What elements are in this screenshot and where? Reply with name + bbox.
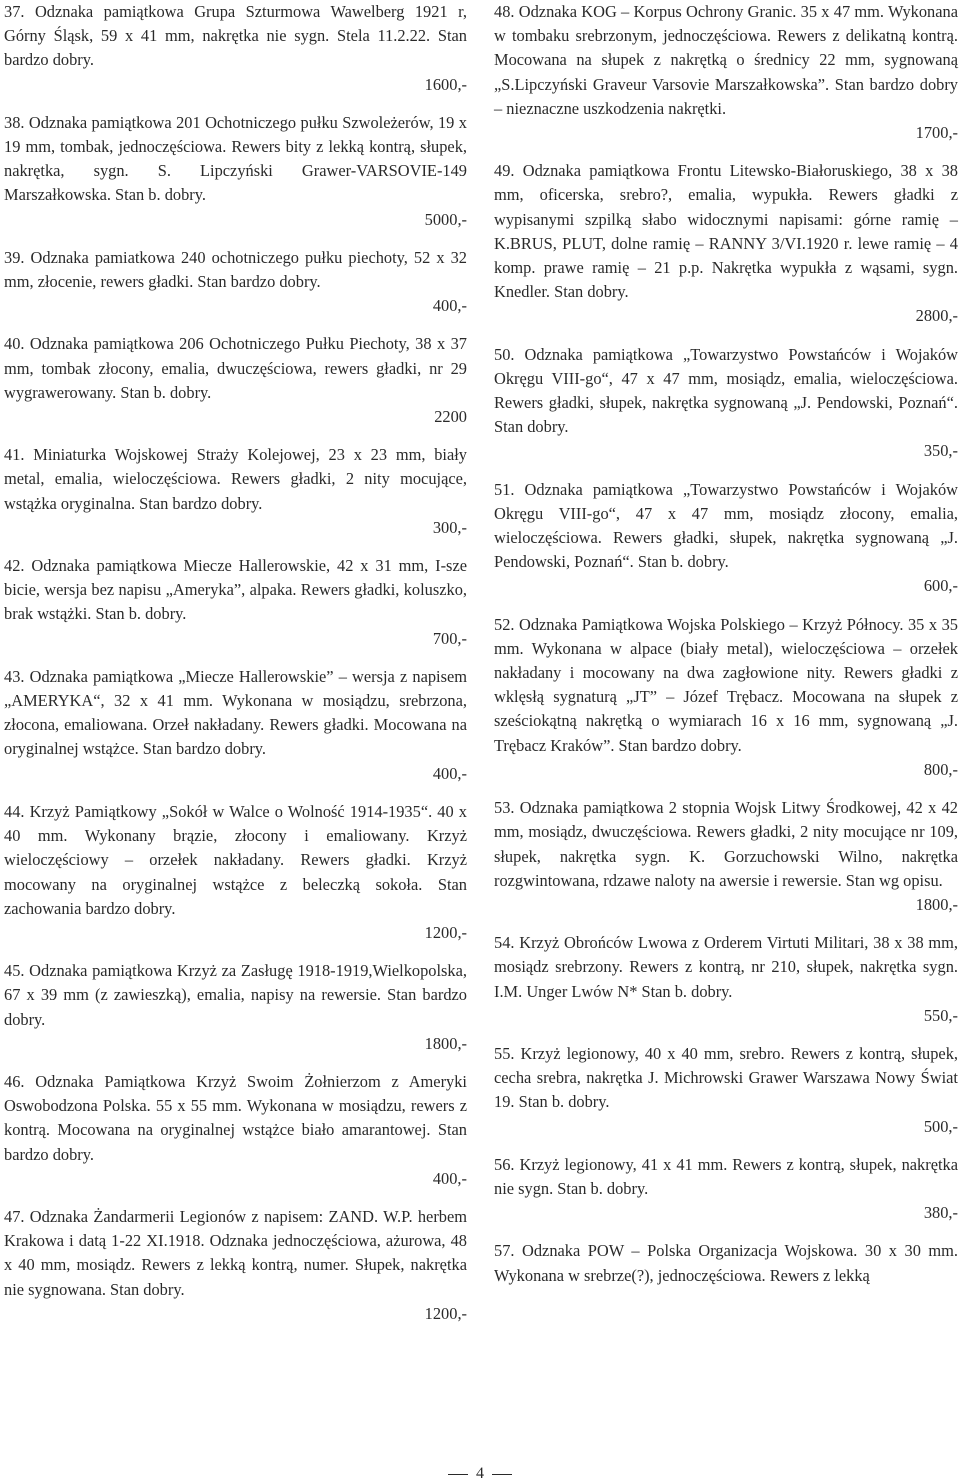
entry-description: 56. Krzyż legionowy, 41 x 41 mm. Rewers z kontrą, słupek, nakrętka nie sygn. Stan b. dobry. [494, 1154, 958, 1198]
catalog-entry [4, 1070, 467, 1191]
catalog-entry [494, 343, 958, 464]
entry-price: 1800,- [915, 894, 958, 914]
entry-description: 48. Odznaka KOG – Korpus Ochrony Granic. 35 x 47 mm. Wykonana w tombaku srebrzonym, jednoczęściowa. Rewers z delikatną kontrą. Mocowana na słupek z nakrętką o średnicy 22 mm, sygnowaną „S.Lipczyński Graveur Varsovie Marszałkowska”. Stan bardzo dobry – nieznaczne uszkodzenia nakrętki. [494, 2, 958, 118]
catalog-entry [494, 0, 958, 145]
catalog-entry [4, 959, 467, 1056]
entry-price: 800,- [923, 759, 958, 779]
entry-description: 50. Odznaka pamiątkowa „Towarzystwo Powstańców i Wojaków Okręgu VIII-go“, 47 x 47 mm, mosiądz, emalia, wieloczęściowa. Rewers gładki, słupek, nakrętka sygnowaną „J. Pendowski, Poznań“. Stan dobry. [494, 344, 958, 437]
catalog-entry [494, 1239, 958, 1287]
entry-price: 350,- [923, 441, 958, 461]
entry-description: 42. Odznaka pamiątkowa Miecze Hallerowskie, 42 x 31 mm, I-sze bicie, wersja bez napisu „Ameryka”, alpaka. Rewers gładki, koluszko, brak wstążki. Stan b. dobry. [4, 556, 467, 624]
entry-price: 1800,- [424, 1033, 467, 1053]
right-column [494, 0, 958, 1302]
catalog-entry [4, 111, 467, 232]
catalog-entry [494, 1042, 958, 1139]
catalog-entry [4, 0, 467, 97]
entry-description: 37. Odznaka pamiątkowa Grupa Szturmowa Wawelberg 1921 r, Górny Śląsk, 59 x 41 mm, nakrętka nie sygn. Stela 11.2.22. Stan bardzo dobry. [4, 2, 467, 70]
catalog-entry [494, 613, 958, 782]
catalog-entry [4, 332, 467, 429]
entry-price: 1700,- [915, 123, 958, 143]
entry-price: 400,- [432, 763, 467, 783]
page-number: 4 [476, 1465, 484, 1482]
entry-description: 53. Odznaka pamiątkowa 2 stopnia Wojsk Litwy Środkowej, 42 x 42 mm, mosiądz, dwuczęściowa. Rewers gładki, 2 nity mocujące nr 109, słupek, nakrętka sygn. K. Gorzuchowski Wilno, nakrętka rozgwintowana, rdzawe naloty na awersie i rewersie. Stan wg opisu. [494, 798, 958, 890]
entry-description: 41. Miniaturka Wojskowej Straży Kolejowej, 23 x 23 mm, biały metal, emalia, wieloczęściowa. Rewers gładki, 2 nity mocujące, wstążka oryginalna. Stan bardzo dobry. [4, 445, 467, 513]
entry-description: 49. Odznaka pamiątkowa Frontu Litewsko-Białoruskiego, 38 x 38 mm, oficerska, srebro?, emalia, wypukła. Rewers gładki z wypisanymi szpilką słabo widocznymi napisami: górne ramię – K.BRUS, PLUT, dolne ramię – RANNY 3/VI.1920 r. lewe ramię – 4 komp. prawe ramię – 21 p.p. Nakrętka wypukła z wąsami, sygn. Knedler. Stan dobry. [494, 161, 958, 302]
entry-description: 40. Odznaka pamiątkowa 206 Ochotniczego Pułku Piechoty, 38 x 37 mm, tombak złocony, emalia, dwuczęściowa, rewers gładki, nr 29 wygrawerowany. Stan b. dobry. [4, 334, 467, 402]
entry-description: 52. Odznaka Pamiątkowa Wojska Polskiego – Krzyż Północy. 35 x 35 mm. Wykonana w alpace (biały metal), wieloczęściowa – orzełek nakładany i mocowany na dwa zagłowione nity. Rewers gładki z wklęsłą sygnaturą „JT” – Józef Trębacz. Mocowana na słupek z sześciokątną nakrętką o wymiarach 16 x 16 mm, sygnowaną „J. Trębacz Kraków”. Stan bardzo dobry. [494, 614, 958, 755]
page-footer [0, 1466, 960, 1482]
entry-description: 44. Krzyż Pamiątkowy „Sokół w Walce o Wolność 1914-1935“. 40 x 40 mm. Wykonany brązie, złocony i emaliowany. Krzyż wieloczęściowy – orzełek nakładany. Rewers gładki. Krzyż mocowany na oryginalnej wstążce z beleczką sokoła. Stan zachowania bardzo dobry. [4, 801, 467, 918]
entry-price: 400,- [432, 1168, 467, 1188]
catalog-entry [4, 800, 467, 945]
catalog-entry [4, 554, 467, 651]
catalog-entry [494, 796, 958, 917]
entry-price: 5000,- [424, 209, 467, 229]
entry-price: 400,- [432, 296, 467, 316]
entry-description: 51. Odznaka pamiątkowa „Towarzystwo Powstańców i Wojaków Okręgu VIII-go“, 47 x 47 mm, mosiądz złocony, emalia, wieloczęściowa. Rewers gładki, słupek, nakrętka sygnowaną „J. Pendowski, Poznań“. Stan b. dobry. [494, 479, 958, 572]
entry-price: 1600,- [424, 74, 467, 94]
entry-description: 57. Odznaka POW – Polska Organizacja Wojskowa. 30 x 30 mm. Wykonana w srebrze(?), jednoczęściowa. Rewers z lekką [494, 1241, 958, 1285]
entry-price: 600,- [923, 576, 958, 596]
entry-price: 300,- [432, 517, 467, 537]
entry-price: 700,- [432, 628, 467, 648]
entry-description: 38. Odznaka pamiątkowa 201 Ochotniczego pułku Szwoleżerów, 19 x 19 mm, tombak, jednoczęściowa. Rewers bity z lekką kontrą, słupek, nakrętka, sygn. S. Lipczyński Grawer-VARSOVIE-149 Marszałkowska. Stan b. dobry. [4, 112, 467, 205]
entry-price: 550,- [923, 1005, 958, 1025]
entry-price: 380,- [923, 1203, 958, 1223]
entry-description: 45. Odznaka pamiątkowa Krzyż za Zasługę 1918-1919,Wielkopolska, 67 x 39 mm (z zawieszką), emalia, napisy na rewersie. Stan bardzo dobry. [4, 961, 467, 1029]
footer-dash-right [492, 1474, 512, 1475]
entry-price: 500,- [923, 1116, 958, 1136]
left-column [4, 0, 467, 1340]
entry-description: 43. Odznaka pamiątkowa „Miecze Hallerowskie” – wersja z napisem „AMERYKA“, 32 x 41 mm. Wykonana w mosiądzu, srebrzona, złocona, emaliowana. Orzeł nakładany. Rewers gładki. Mocowana na oryginalnej wstążce. Stan bardzo dobry. [4, 666, 467, 759]
entry-price: 2800,- [915, 306, 958, 326]
entry-price: 1200,- [424, 922, 467, 942]
entry-description: 46. Odznaka Pamiątkowa Krzyż Swoim Żołnierzom z Ameryki Oswobodzona Polska. 55 x 55 mm. Wykonana w mosiądzu, rewers z kontrą. Mocowana na oryginalnej wstążce biało amarantowej. Stan bardzo dobry. [4, 1071, 467, 1164]
catalog-entry [494, 159, 958, 328]
catalog-entry [494, 931, 958, 1028]
catalog-entry [4, 246, 467, 319]
footer-dash-left [448, 1474, 468, 1475]
entry-description: 47. Odznaka Żandarmerii Legionów z napisem: ZAND. W.P. herbem Krakowa i datą 1-22 XI.1918. Odznaka jednoczęściowa, ażurowa, 48 x 40 mm, mosiądz. Rewers z lekką kontrą, numer. Słupek, nakrętka nie sygnowana. Stan dobry. [4, 1206, 467, 1299]
entry-description: 39. Odznaka pamiatkowa 240 ochotniczego pułku piechoty, 52 x 32 mm, złocenie, rewers gładki. Stan bardzo dobry. [4, 247, 467, 292]
entry-price: 2200 [434, 407, 467, 427]
entry-description: 54. Krzyż Obrońców Lwowa z Orderem Virtuti Militari, 38 x 38 mm, mosiądz srebrzony. Rewers z kontrą, nr 210, słupek, nakrętka sygn. I.M. Unger Lwów N* Stan b. dobry. [494, 933, 958, 1001]
entry-price: 1200,- [424, 1303, 467, 1323]
catalog-entry [4, 1205, 467, 1326]
catalog-entry [494, 1153, 958, 1226]
catalog-entry [494, 478, 958, 599]
catalog-entry [4, 665, 467, 786]
entry-description: 55. Krzyż legionowy, 40 x 40 mm, srebro. Rewers z kontrą, słupek, cecha srebra, nakrętka J. Michrowski Grawer Warszawa Nowy Świat 19. Stan b. dobry. [494, 1043, 958, 1112]
catalog-entry [4, 443, 467, 540]
